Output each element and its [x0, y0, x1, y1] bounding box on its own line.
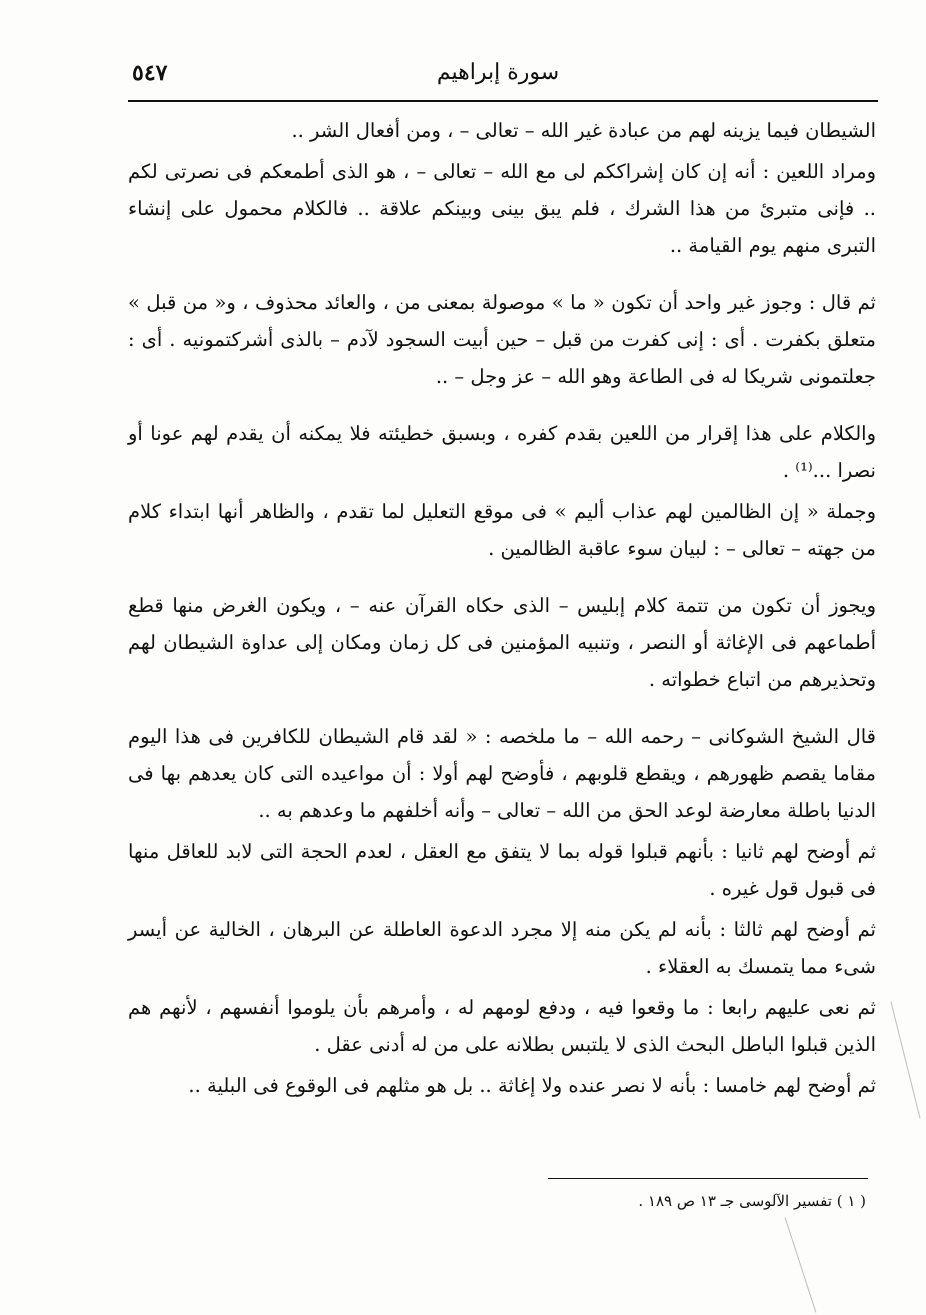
page-header [120, 52, 876, 98]
scan-artifact-line [785, 1217, 817, 1312]
footnote: ( ١ ) تفسير الآلوسى جـ ١٣ ص ١٨٩ . [638, 1192, 866, 1210]
paragraph: ثم أوضح لهم خامسا : بأنه لا نصر عنده ولا إغاثة .. بل هو مثلهم فى الوقوع فى البلية .. [188, 1074, 876, 1097]
footnote-divider [548, 1178, 868, 1179]
page-number: ٥٤٧ [132, 60, 168, 86]
paragraph: الشيطان فيما يزينه لهم من عبادة غير الله – تعالى – ، ومن أفعال الشر .. [291, 119, 876, 142]
paragraph: ثم قال : وجوز غير واحد أن تكون « ما » موصولة بمعنى من ، والعائد محذوف ، و« من قبل » متعلق بكفرت . أى : إنى كفرت من قبل – حين أبيت السجود لآدم – بالذى أشركتمونيه . أى : جعلتمونى شريكا له فى الطاعة وهو الله – عز وجل – .. [128, 291, 876, 388]
paragraph: ويجوز أن تكون من تتمة كلام إبليس – الذى حكاه القرآن عنه – ، ويكون الغرض منها قطع أطماعهم فى الإغاثة أو النصر ، وتنبيه المؤمنين فى كل زمان ومكان إلى عداوة الشيطان لهم وتحذيرهم من اتباع خطواته . [128, 594, 876, 691]
paragraph-gap [128, 698, 876, 718]
header-divider [128, 100, 878, 102]
paragraph-gap [128, 264, 876, 284]
scan-artifact-line [890, 1002, 920, 1119]
paragraph-gap [128, 395, 876, 415]
paragraph: والكلام على هذا إقرار من اللعين بقدم كفره ، وبسبق خطيئته فلا يمكنه أن يقدم لهم عونا أو نصرا ...⁽¹⁾ . [128, 422, 876, 482]
paragraph: ومراد اللعين : أنه إن كان إشراككم لى مع الله – تعالى – ، هو الذى أطمعكم فى نصرتى لكم .. فإنى متبرئ من هذا الشرك ، فلم يبق بينى وبينكم علاقة .. فالكلام محمول على إنشاء التبرى منهم يوم القيامة .. [128, 160, 876, 257]
paragraph: ثم أوضح لهم ثانيا : بأنهم قبلوا قوله بما لا يتفق مع العقل ، لعدم الحجة التى لابد للعاقل منها فى قبول قول غيره . [128, 840, 876, 900]
paragraph-gap [128, 567, 876, 587]
paragraph: وجملة « إن الظالمين لهم عذاب أليم » فى موقع التعليل لما تقدم ، والظاهر أنها ابتداء كلام من جهته – تعالى – : لبيان سوء عاقبة الظالمين . [128, 500, 876, 560]
paragraph: ثم نعى عليهم رابعا : ما وقعوا فيه ، ودفع لومهم له ، وأمرهم بأن يلوموا أنفسهم ، لأنهم هم الذين قبلوا الباطل البحث الذى لا يلتبس بطلانه على من له أدنى عقل . [128, 996, 876, 1056]
main-text [128, 112, 876, 1104]
running-title: سورة إبراهيم [436, 60, 560, 85]
paragraph: ثم أوضح لهم ثالثا : بأنه لم يكن منه إلا مجرد الدعوة العاطلة عن البرهان ، الخالية عن أيسر شىء مما يتمسك به العقلاء . [128, 918, 876, 978]
paragraph: قال الشيخ الشوكانى – رحمه الله – ما ملخصه : « لقد قام الشيطان للكافرين فى هذا اليوم مقاما يقصم ظهورهم ، ويقطع قلوبهم ، فأوضح لهم أولا : أن مواعيده التى كان يعدهم بها فى الدنيا باطلة معارضة لوعد الحق من الله – تعالى – وأنه أخلفهم ما وعدهم به .. [128, 725, 876, 822]
